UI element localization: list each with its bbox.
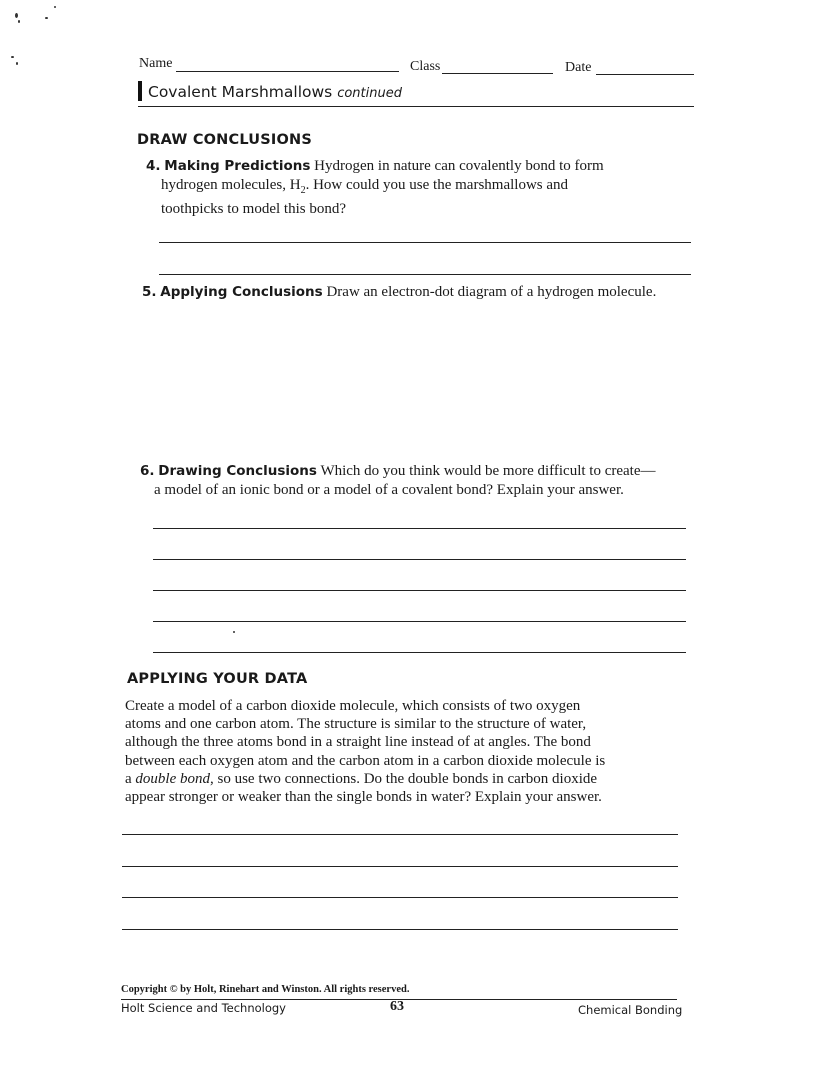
- question-4-number: 4.: [146, 158, 161, 174]
- answer-line-q6-5[interactable]: [153, 652, 686, 653]
- scan-speck: [16, 62, 18, 65]
- question-4-line-2: [146, 176, 706, 200]
- answer-line-data-2[interactable]: [122, 866, 678, 867]
- paragraph-line-2: atoms and one carbon atom. The structure is similar to the structure of water,: [125, 716, 587, 733]
- answer-line-data-3[interactable]: [122, 897, 678, 898]
- scan-speck: [45, 17, 48, 19]
- answer-line-data-4[interactable]: [122, 929, 678, 930]
- question-4-line-1: [146, 157, 706, 176]
- applying-data-heading: APPLYING YOUR DATA: [127, 671, 308, 687]
- copyright-notice: Copyright © by Holt, Rinehart and Winston. All rights reserved.: [121, 984, 410, 995]
- question-5-title: Applying Conclusions: [160, 284, 323, 300]
- question-6-text-2: a model of an ionic bond or a model of a covalent bond? Explain your answer.: [154, 482, 624, 498]
- scan-speck: [233, 631, 235, 633]
- question-4-subscript: 2: [300, 185, 306, 196]
- question-6-text-1: Which do you think would be more difficult to create—: [320, 463, 656, 479]
- question-5-text: Draw an electron-dot diagram of a hydrogen molecule.: [326, 284, 657, 300]
- answer-line-q6-2[interactable]: [153, 559, 686, 560]
- question-6-number: 6.: [140, 463, 155, 479]
- question-4-text-1: Hydrogen in nature can covalently bond to form: [314, 158, 604, 174]
- paragraph-line-6: appear stronger or weaker than the single bonds in water? Explain your answer.: [125, 789, 602, 806]
- question-5-number: 5.: [142, 284, 157, 300]
- class-label: Class: [410, 59, 441, 74]
- scan-speck: [11, 56, 14, 58]
- date-field[interactable]: [596, 74, 694, 75]
- footer-book-title: Holt Science and Technology: [121, 1001, 286, 1015]
- scan-speck: [18, 20, 20, 23]
- question-6-line-1: [140, 462, 720, 481]
- question-6: [140, 462, 720, 500]
- question-4-title: Making Predictions: [164, 158, 311, 174]
- title-bar-marker: [138, 81, 142, 101]
- answer-line-data-1[interactable]: [122, 834, 678, 835]
- answer-line-q4-1[interactable]: [159, 242, 691, 243]
- class-field[interactable]: [442, 73, 553, 74]
- paragraph-line-4: between each oxygen atom and the carbon atom in a carbon dioxide molecule is: [125, 752, 606, 769]
- answer-line-q6-1[interactable]: [153, 528, 686, 529]
- question-6-title: Drawing Conclusions: [158, 463, 317, 479]
- question-4: [146, 157, 706, 219]
- worksheet-title: [148, 83, 402, 101]
- electron-dot-drawing-area[interactable]: [142, 310, 692, 450]
- scan-speck: [15, 13, 18, 18]
- question-4-text-2a: hydrogen molecules, H: [161, 177, 301, 193]
- paragraph-line-5a: a: [125, 770, 136, 787]
- answer-line-q4-2[interactable]: [159, 274, 691, 275]
- worksheet-title-suffix: continued: [337, 86, 402, 101]
- scan-speck: [54, 6, 56, 8]
- name-label: Name: [139, 56, 173, 71]
- answer-line-q6-3[interactable]: [153, 590, 686, 591]
- paragraph-line-3: although the three atoms bond in a straight line instead of at angles. The bond: [125, 734, 591, 751]
- answer-line-q6-4[interactable]: [153, 621, 686, 622]
- footer-chapter: Chemical Bonding: [578, 1003, 683, 1017]
- paragraph-line-5: [125, 770, 705, 788]
- worksheet-title-text: Covalent Marshmallows: [148, 83, 333, 101]
- question-4-text-2b: . How could you use the marshmallows and: [305, 177, 569, 193]
- name-field[interactable]: [176, 71, 399, 72]
- paragraph-line-5b: , so use two connections. Do the double bonds in carbon dioxide: [210, 770, 598, 787]
- date-label: Date: [565, 60, 592, 75]
- question-4-text-3: toothpicks to model this bond?: [161, 201, 346, 217]
- draw-conclusions-heading: DRAW CONCLUSIONS: [137, 132, 312, 148]
- paragraph-term-double-bond: double bond: [135, 770, 210, 787]
- title-rule: [138, 106, 694, 107]
- applying-data-paragraph: [125, 697, 705, 806]
- paragraph-line-1: Create a model of a carbon dioxide molecule, which consists of two oxygen: [125, 698, 581, 714]
- question-5: [142, 283, 712, 302]
- page-number: 63: [390, 999, 404, 1014]
